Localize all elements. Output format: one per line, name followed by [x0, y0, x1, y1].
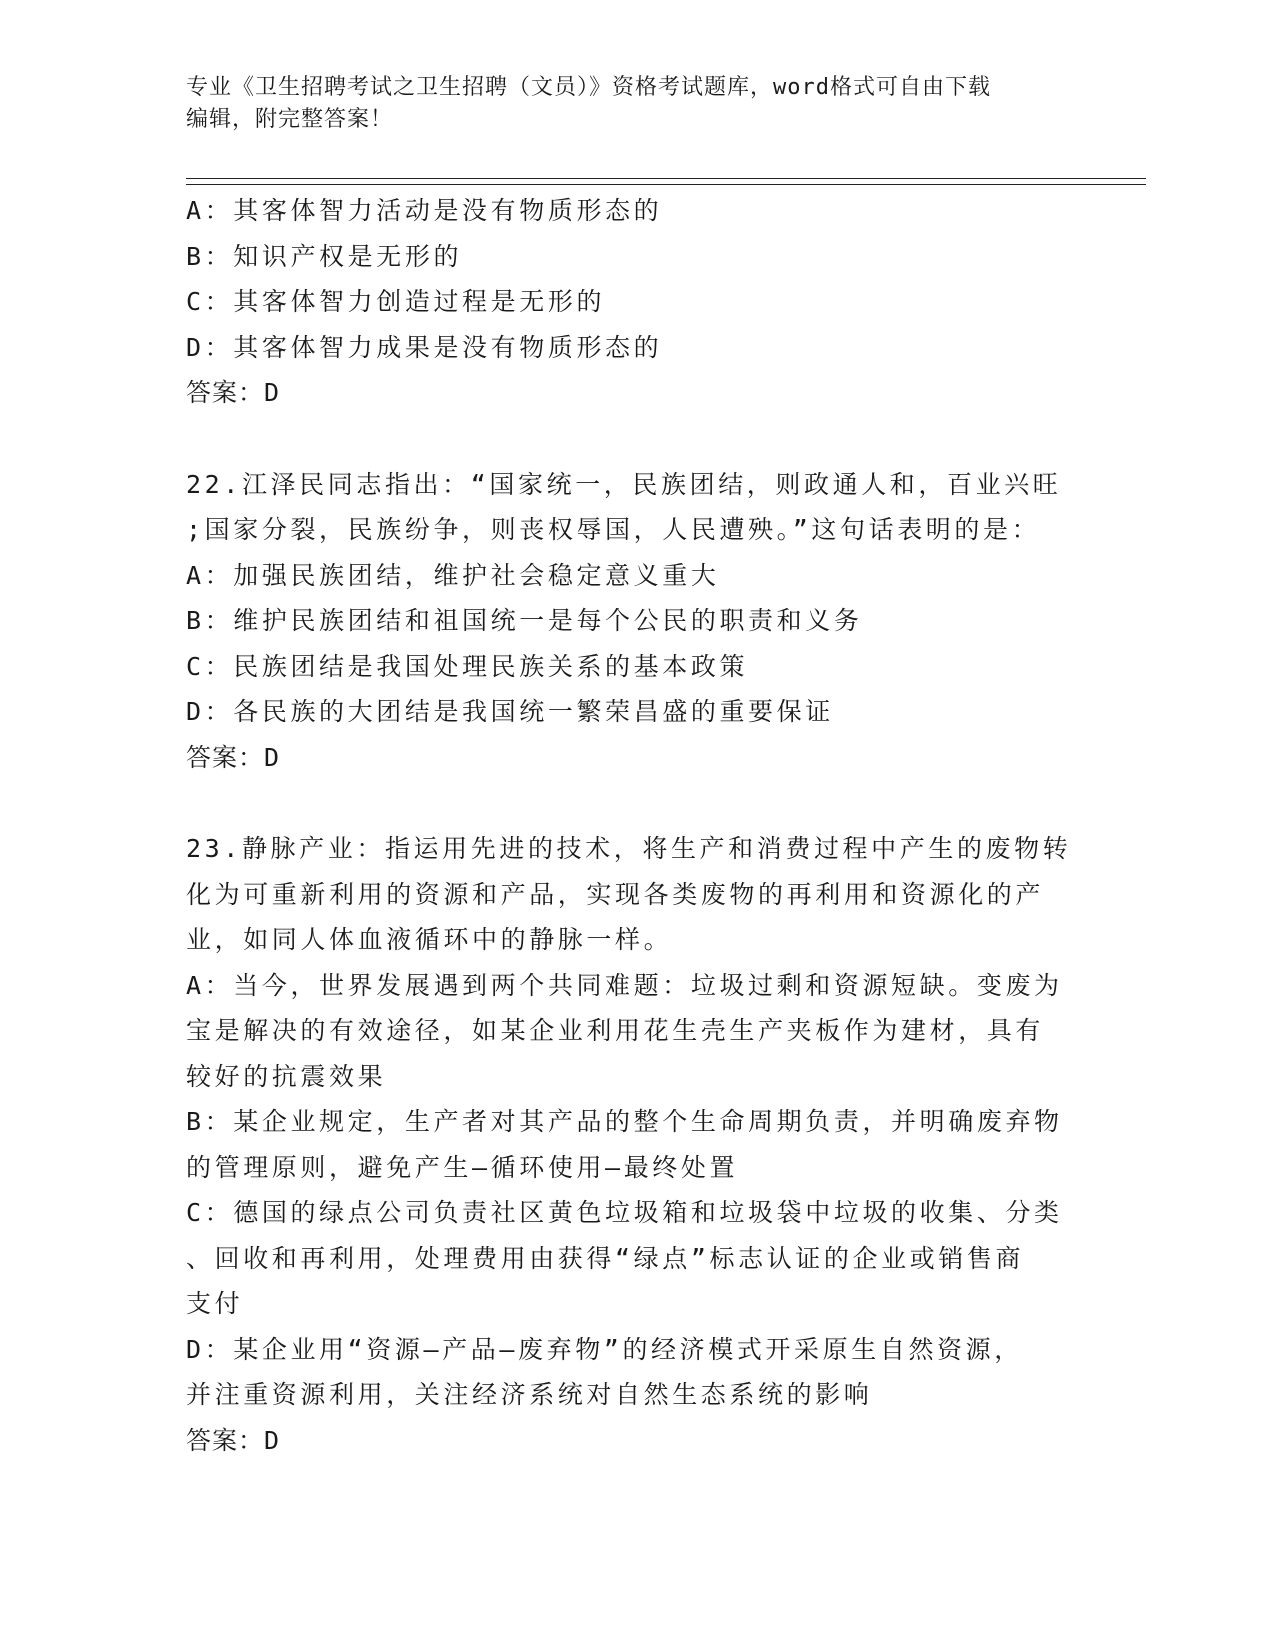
- q23-answer: 答案：D: [186, 1425, 281, 1455]
- q21-answer: 答案：D: [186, 378, 281, 407]
- question-content: [186, 188, 1086, 1463]
- q23-option-b-line-1: B：某企业规定，生产者对其产品的整个生命周期负责，并明确废弃物: [186, 1107, 1063, 1136]
- header-rule-top: [186, 178, 1146, 179]
- header-line-2: 编辑，附完整答案！: [186, 107, 394, 132]
- q23-option-c-line-3: 支付: [186, 1289, 244, 1318]
- q23-option-c-line-1: C：德国的绿点公司负责社区黄色垃圾箱和垃圾袋中垃圾的收集、分类: [186, 1198, 1063, 1227]
- q21-option-d: D：其客体智力成果是没有物质形态的: [186, 332, 663, 362]
- q23-option-a-line-3: 较好的抗震效果: [186, 1061, 387, 1091]
- spacer: [186, 780, 1086, 826]
- header-rule-bottom: [186, 184, 1146, 185]
- q23-question-line-1: 23.静脉产业：指运用先进的技术，将生产和消费过程中产生的废物转: [186, 834, 1072, 863]
- q22-option-a: A：加强民族团结，维护社会稳定意义重大: [186, 560, 720, 590]
- q23-option-a-line-1: A：当今，世界发展遇到两个共同难题：垃圾过剩和资源短缺。变废为: [186, 970, 1063, 1000]
- q22-option-c: C：民族团结是我国处理民族关系的基本政策: [186, 651, 749, 681]
- q23-question-line-3: 业，如同人体血液循环中的静脉一样。: [186, 925, 673, 954]
- q23-option-b-line-2: 的管理原则，避免产生—循环使用—最终处置: [186, 1152, 739, 1182]
- q23-option-d-line-1: D：某企业用“资源—产品—废弃物”的经济模式开采原生自然资源，: [186, 1334, 1023, 1364]
- q22-question-line-1: 22.江泽民同志指出：“国家统一，民族团结，则政通人和，百业兴旺: [186, 469, 1062, 499]
- q21-option-a: A：其客体智力活动是没有物质形态的: [186, 196, 663, 225]
- q22-option-b: B：维护民族团结和祖国统一是每个公民的职责和义务: [186, 606, 863, 635]
- q23-option-c-line-2: 、回收和再利用，处理费用由获得“绿点”标志认证的企业或销售商: [186, 1243, 1025, 1273]
- q22-option-d: D：各民族的大团结是我国统一繁荣昌盛的重要保证: [186, 697, 834, 726]
- q23-question-line-2: 化为可重新利用的资源和产品，实现各类废物的再利用和资源化的产: [186, 879, 1045, 909]
- q21-option-b: B：知识产权是无形的: [186, 241, 463, 271]
- q22-question-line-2: ;国家分裂，民族纷争，则丧权辱国，人民遭殃。”这句话表明的是：: [186, 515, 1041, 544]
- q21-option-c: C：其客体智力创造过程是无形的: [186, 287, 606, 316]
- header-line-1: 专业《卫生招聘考试之卫生招聘（文员）》资格考试题库，word格式可自由下载: [186, 75, 991, 100]
- q23-option-d-line-2: 并注重资源利用，关注经济系统对自然生态系统的影响: [186, 1380, 873, 1409]
- spacer: [186, 416, 1086, 462]
- q23-option-a-line-2: 宝是解决的有效途径，如某企业利用花生壳生产夹板作为建材，具有: [186, 1016, 1045, 1045]
- document-header: [186, 72, 1066, 136]
- q22-answer: 答案：D: [186, 742, 281, 772]
